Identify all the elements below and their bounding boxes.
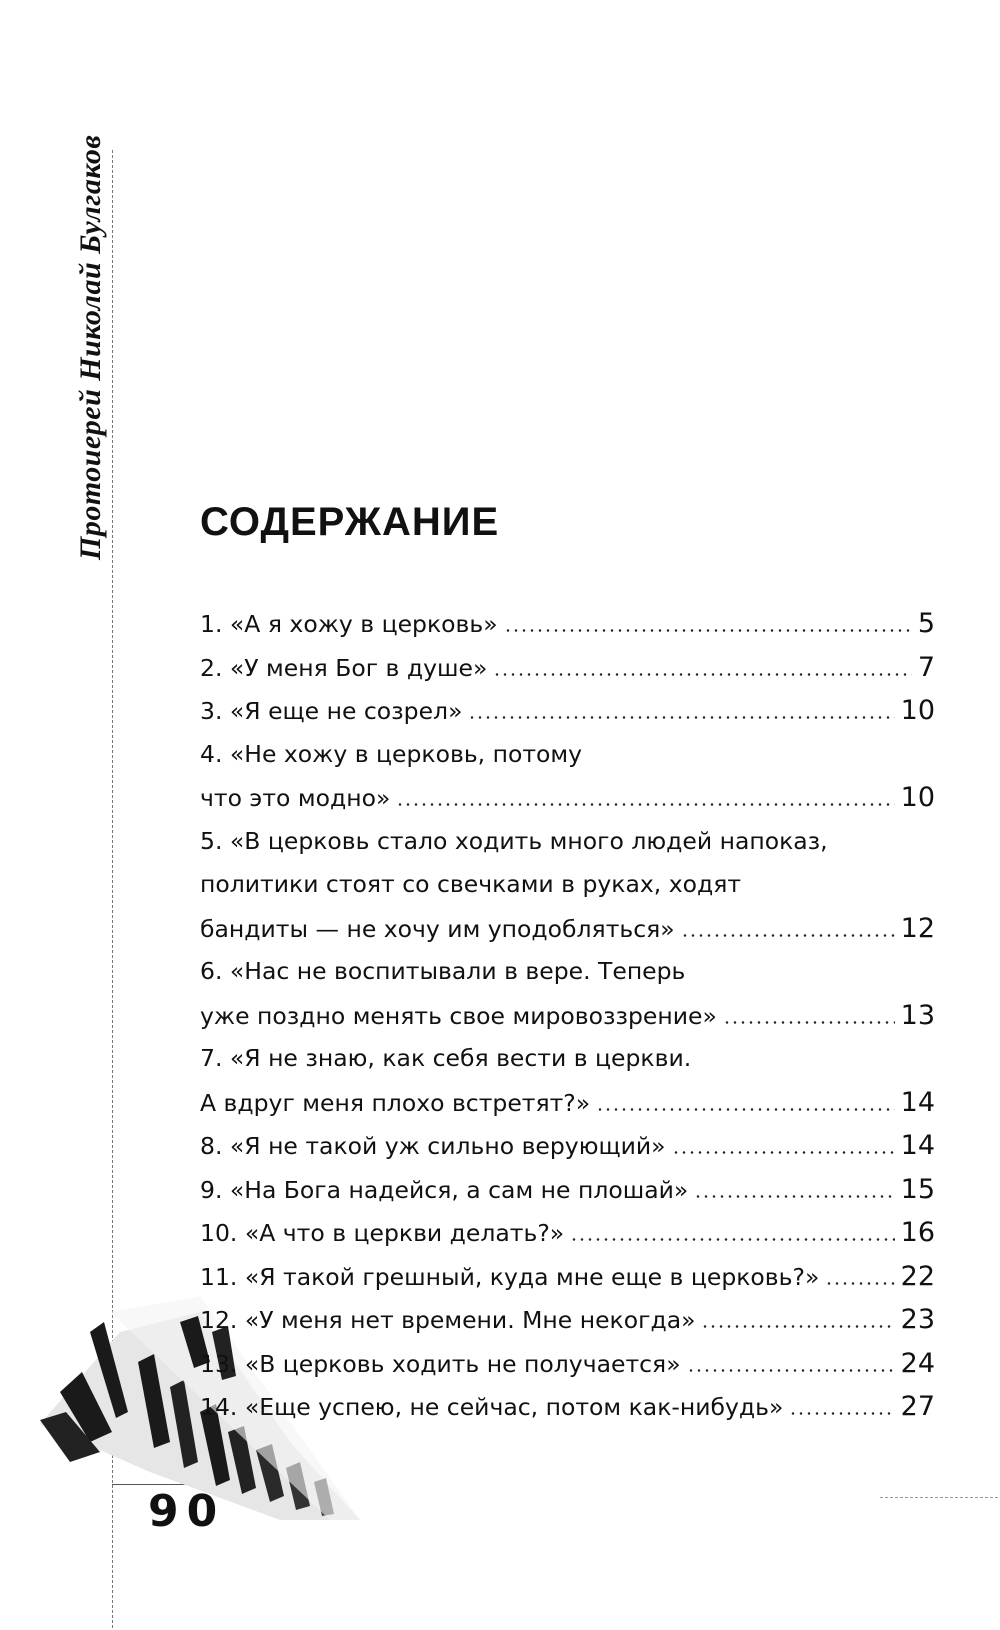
toc-line [200,1385,935,1429]
toc-entry-title: 2. «У меня Бог в душе» [200,653,488,682]
toc-line [200,646,935,690]
toc-entry-title: 13. «В церковь ходить не получается» [200,1349,681,1378]
toc-line [200,776,935,820]
toc-entry-title: бандиты — не хочу им уподобляться» [200,914,675,943]
toc-entry-title: 10. «А что в церкви делать?» [200,1219,565,1247]
toc-page-number: 22 [900,1260,935,1292]
toc-line [200,1211,935,1255]
toc-entry-title: А вдруг меня плохо встретят?» [200,1088,591,1117]
toc-line [200,1255,935,1299]
toc-line [200,1037,935,1081]
toc-page-number: 10 [900,782,935,813]
toc-dot-leader [468,716,894,719]
toc-entry-title: 6. «Нас не воспитывали в вере. Теперь [200,957,686,985]
toc-dot-leader [825,1282,894,1285]
toc-line [200,950,935,994]
toc-page-number: 14 [900,1086,935,1118]
toc-entry-title: 9. «На Бога надейся, а сам не плошай» [200,1175,689,1204]
toc-dot-leader [493,673,911,676]
toc-dot-leader [681,934,895,937]
toc-page-number: 12 [900,912,935,944]
toc-entry[interactable] [200,1385,935,1429]
toc-line [200,1168,935,1212]
toc-entry-title: политики стоят со свечками в руках, ходят [200,870,742,898]
toc-line [200,602,935,646]
toc-entry[interactable] [200,820,935,951]
toc-page-number: 15 [900,1173,935,1205]
toc-line [200,1081,935,1125]
toc-entry-title: 14. «Еще успею, не сейчас, потом как-нибудь» [200,1393,784,1421]
toc-entry[interactable] [200,1124,935,1168]
toc-entry-title: 3. «Я еще не созрел» [200,697,463,725]
toc-entry[interactable] [200,1168,935,1212]
toc-line [200,820,935,864]
toc-line [200,994,935,1038]
toc-page-number: 5 [917,608,935,639]
toc-dot-leader [687,1369,895,1372]
footer-rule [880,1497,1000,1498]
toc-dot-leader [723,1021,895,1024]
page-title: СОДЕРЖАНИЕ [200,500,500,544]
toc-page-number: 23 [900,1304,935,1335]
toc-entry[interactable] [200,1255,935,1299]
toc-entry-title: уже поздно менять свое мировоззрение» [200,1001,717,1030]
toc-entry[interactable] [200,733,935,820]
toc-dot-leader [694,1195,894,1198]
toc-line [200,1298,935,1342]
toc-dot-leader [570,1238,894,1241]
toc-page-number: 16 [900,1217,935,1248]
toc-entry[interactable] [200,1298,935,1342]
table-of-contents [200,602,935,1429]
toc-dot-leader [596,1108,894,1111]
toc-dot-leader [504,629,912,632]
toc-line [200,1124,935,1168]
toc-entry[interactable] [200,646,935,690]
toc-page-number: 13 [900,999,935,1031]
toc-page-number: 27 [900,1391,935,1422]
toc-entry-title: 12. «У меня нет времени. Мне некогда» [200,1306,696,1334]
toc-page-number: 24 [900,1347,935,1379]
page-number: 90 [148,1486,226,1537]
toc-entry-title: что это модно» [200,784,391,812]
toc-entry-title: 4. «Не хожу в церковь, потому [200,739,583,768]
toc-entry[interactable] [200,602,935,646]
toc-entry[interactable] [200,950,935,1037]
toc-entry[interactable] [200,1037,935,1124]
toc-entry[interactable] [200,1342,935,1386]
toc-entry-title: 11. «Я такой грешный, куда мне еще в церковь?» [200,1262,820,1291]
toc-line [200,907,935,951]
toc-entry-title: 1. «А я хожу в церковь» [200,610,498,638]
toc-page-number: 14 [900,1130,935,1161]
toc-entry[interactable] [200,1211,935,1255]
toc-dot-leader [396,803,894,806]
toc-dot-leader [789,1412,894,1415]
toc-line [200,689,935,733]
running-head-author: Протоиерей Николай Булгаков [74,134,107,560]
toc-dot-leader [701,1325,894,1328]
toc-entry-title: 8. «Я не такой уж сильно верующий» [200,1132,666,1160]
toc-entry-title: 5. «В церковь стало ходить много людей напоказ, [200,826,828,855]
toc-line [200,863,935,907]
toc-line [200,733,935,777]
toc-page-number: 10 [900,695,935,726]
toc-dot-leader [672,1151,895,1154]
toc-entry-title: 7. «Я не знаю, как себя вести в церкви. [200,1044,692,1072]
toc-line [200,1342,935,1386]
toc-page-number: 7 [917,651,935,683]
toc-entry[interactable] [200,689,935,733]
